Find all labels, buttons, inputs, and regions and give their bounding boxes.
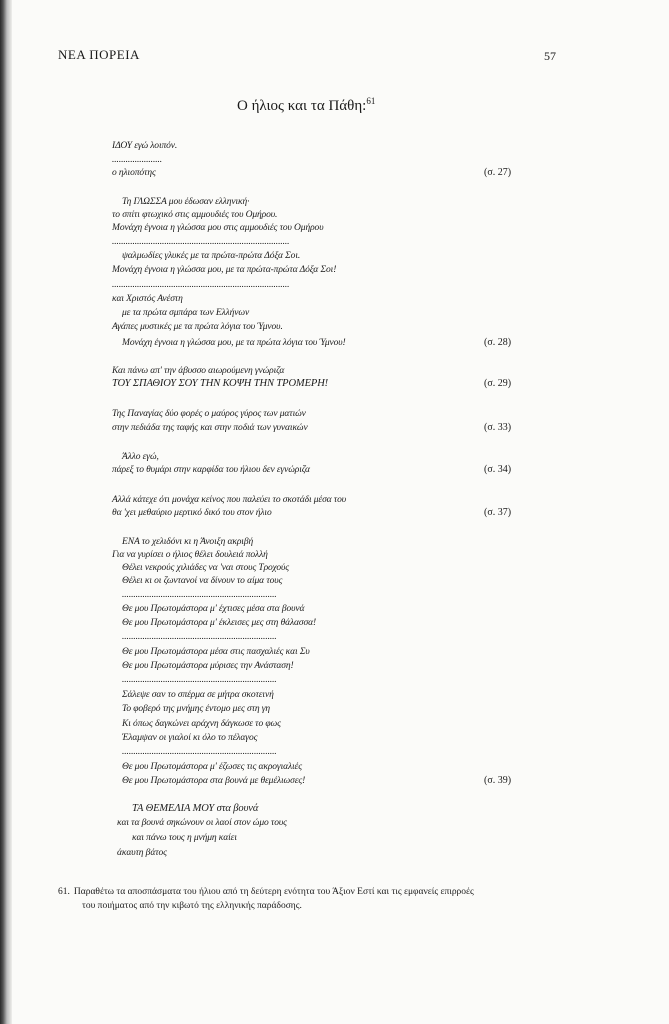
poem-line: ΙΔΟΥ εγώ λοιπόν. — [112, 141, 178, 151]
poem-line: Θε μου Πρωτομάστορα στα βουνά με θεμέλιωσες! — [122, 776, 306, 786]
poem-line: Το φοβερό της μνήμης έντομο μες στη γη — [122, 704, 271, 714]
poem-line: Της Παναγίας δύο φορές ο μαύρος γύρος των ματιών — [112, 409, 306, 419]
poem-line: ΕΝΑ το χελιδόνι κι η Άνοιξη ακριβή — [122, 537, 254, 547]
ellipsis-line: ...................... — [112, 155, 163, 165]
poem-line: Τη ΓΛΩΣΣΑ μου έδωσαν ελληνική· — [122, 197, 250, 207]
page-reference: (σ. 34) — [484, 464, 512, 475]
ellipsis-line: .............................................................................. — [112, 280, 290, 290]
footnote — [58, 885, 633, 913]
poem-line: με τα πρώτα σμπάρα των Ελλήνων — [122, 308, 250, 318]
poem-line: ΤΟΥ ΣΠΑΘΙΟΥ ΣΟΥ ΤΗΝ ΚΟΨΗ ΤΗΝ ΤΡΟΜΕΡΗ! — [112, 378, 329, 389]
page-reference: (σ. 28) — [484, 337, 512, 348]
poem-line: Θέλει κι οι ζωντανοί να δίνουν το αίμα τους — [122, 576, 283, 586]
poem-line: ΤΑ ΘΕΜΕΛΙΑ ΜΟΥ στα βουνά — [132, 803, 259, 814]
footnote-mark: 61 — [366, 96, 376, 106]
poem-line: θα 'χει μεθαύριο μερτικό δικό του στον ήλιο — [112, 508, 272, 518]
poem-line: Για να γυρίσει ο ήλιος θέλει δουλειά πολλή — [112, 550, 268, 560]
poem-line: Θε μου Πρωτομάστορα μ' έκλεισες μες στη θάλασσα! — [122, 618, 317, 628]
poem-line: Άλλο εγώ, — [122, 452, 159, 462]
poem-line: Μονάχη έγνοια η γλώσσα μου, με τα πρώτα λόγια του Ύμνου! — [122, 338, 346, 348]
poem-line: στην πεδιάδα της ταφής και στην ποδιά των γυναικών — [112, 423, 308, 433]
poem-line: Κι όπως δαγκώνει αράχνη δάγκωσε το φως — [122, 719, 281, 729]
ellipsis-line: .............................................................................. — [112, 237, 290, 247]
page-reference: (σ. 27) — [484, 167, 512, 178]
footnote-text-continued: του ποιήματος από την κιβωτό της ελληνικής παράδοσης. — [82, 901, 302, 911]
page-number: 57 — [544, 49, 556, 63]
page-reference: (σ. 29) — [484, 378, 512, 389]
poem-line: Έλαμψαν οι γιαλοί κι όλο το πέλαγος — [122, 733, 258, 743]
ellipsis-line: .................................................................... — [122, 590, 277, 600]
poem-line: και τα βουνά σηκώνουν οι λαοί στον ώμο τους — [117, 818, 287, 828]
poem-line: Σάλεψε σαν το σπέρμα σε μήτρα σκοτεινή — [122, 690, 274, 700]
ellipsis-line: .................................................................... — [122, 747, 277, 757]
poem-line: Θε μου Πρωτομάστορα μέσα στις πασχαλιές και Συ — [122, 647, 310, 657]
poem-line: Και πάνω απ' την άβυσσο αιωρούμενη γνώριζα — [112, 366, 285, 376]
poem-line: ψαλμωδίες γλυκές με τα πρώτα-πρώτα Δόξα Σοι. — [122, 251, 301, 261]
poem-title-text: Ο ήλιος και τα Πάθη: — [237, 98, 367, 114]
page-reference: (σ. 37) — [484, 507, 512, 518]
footnote-number: 61. — [58, 887, 70, 897]
poem-line: Αλλά κάτεχε ότι μονάχα κείνος που παλεύει το σκοτάδι μέσα του — [112, 495, 347, 505]
footnote-text: Παραθέτω τα αποσπάσματα του ήλιου από τη δεύτερη ενότητα του Άξιον Εστί και τις εμφανείς επιρροές — [73, 887, 474, 897]
poem-line: Αγάπες μυστικές με τα πρώτα λόγια του Ύμνου. — [112, 322, 283, 332]
running-header: ΝΕΑ ΠΟΡΕΙΑ — [58, 47, 140, 62]
page-reference: (σ. 39) — [484, 775, 512, 786]
poem-line: Μονάχη έγνοια η γλώσσα μου, με τα πρώτα-πρώτα Δόξα Σοι! — [112, 265, 337, 275]
ellipsis-line: .................................................................... — [122, 632, 277, 642]
page-reference: (σ. 33) — [484, 422, 512, 433]
poem-line: Μονάχη έγνοια η γλώσσα μου στις αμμουδιές του Ομήρου — [112, 223, 324, 233]
poem-line: Θε μου Πρωτομάστορα μ' έχτισες μέσα στα βουνά — [122, 604, 305, 614]
poem-line: το σπίτι φτωχικό στις αμμουδιές του Ομήρου. — [112, 210, 278, 220]
poem-line: και πάνω τους η μνήμη καίει — [132, 833, 237, 843]
poem-line: Θε μου Πρωτομάστορα μύρισες την Ανάσταση! — [122, 661, 294, 671]
poem-line: ο ηλιοπότης — [112, 168, 156, 178]
poem-line: και Χριστός Ανέστη — [112, 294, 183, 304]
poem-line: Θε μου Πρωτομάστορα μ' έζωσες τις ακρογιαλιές — [122, 762, 302, 772]
poem-line: άκαυτη βάτος — [117, 848, 167, 858]
poem-line: Θέλει νεκρούς χιλιάδες να 'ναι στους Τροχούς — [122, 563, 290, 573]
ellipsis-line: .................................................................... — [122, 675, 277, 685]
poem-line: πάρεξ το θυμάρι στην καρφίδα του ήλιου δεν εγνώριζα — [112, 465, 310, 475]
